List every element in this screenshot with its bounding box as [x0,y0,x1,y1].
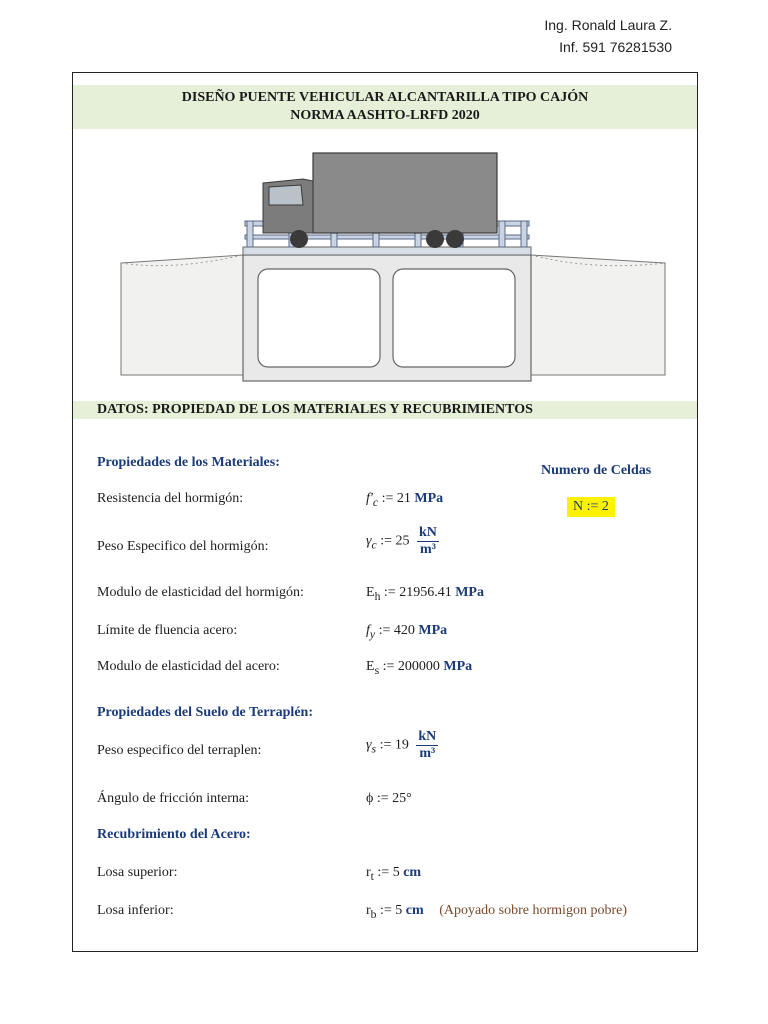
eh-formula: $E_h$ := 21956.41 MPa [366,585,484,603]
rb-formula: $r_b$ := 5 cm (Apoyado sobre hormigon pobre) [366,903,627,921]
gc-value: 25 [395,533,410,549]
gs-formula: $\gamma_s$ := 19 $\frac{kN}{\text{m³}}$ [366,729,437,761]
es-unit: MPa [443,659,473,674]
rb-sub: b [370,907,377,921]
rb-symbol: r [366,903,371,918]
gc-formula: $\gamma_c$ := 25 $\frac{kN}{\text{m³}}$ [366,525,437,557]
fc-unit: MPa [414,491,444,506]
es-symbol: E [366,659,375,674]
rb-value: 5 [395,903,403,918]
es-label: Modulo de elasticidad del acero: [97,659,280,674]
author-phone: Inf. 591 76281530 [559,39,672,55]
title-line-1: DISEÑO PUENTE VEHICULAR ALCANTARILLA TIPO CAJÓN [181,90,589,105]
phi-label: Ángulo de fricción interna: [97,791,250,806]
rt-formula: $r_t$ := 5 cm [366,865,422,883]
es-sub: s [374,663,380,677]
gs-symbol: γ [366,737,372,753]
cells-value: N := 2 [567,497,615,517]
section-title: DATOS: PROPIEDAD DE LOS MATERIALES Y RECUBRIMIENTOS [73,401,697,419]
gs-unit [416,729,438,762]
title-line-2: NORMA AASHTO-LRFD 2020 [290,108,480,123]
materials-heading: Propiedades de los Materiales: [97,455,280,470]
eh-symbol: E [366,585,375,600]
document-frame [72,72,698,952]
gc-label: Peso Especifico del hormigón: [97,539,269,554]
rb-unit: cm [405,903,424,918]
eh-unit: MPa [455,585,484,600]
fc-formula: $f'_c$ := 21 MPa [366,491,444,509]
rt-symbol: r [366,865,371,880]
rt-value: 5 [392,865,400,880]
gc-symbol: γ [366,533,372,549]
fc-sub: c [372,495,379,509]
eh-value: 21956.41 [399,585,452,600]
rt-unit: cm [403,865,422,880]
title-band [73,85,697,129]
gc-sub: c [371,538,377,552]
es-formula: $E_s$ := 200000 MPa [366,659,473,677]
eh-sub: h [374,589,381,603]
phi-formula: ϕ := 25° [366,791,412,806]
soil-heading: Propiedades del Suelo de Terraplén: [97,705,313,720]
rb-label: Losa inferior: [97,903,174,918]
author-block [544,14,672,58]
gs-unit-num: kN [418,729,437,744]
author-name: Ing. Ronald Laura Z. [544,17,672,33]
gs-unit-den: m³ [419,746,436,761]
fy-symbol: f [366,623,370,638]
fc-symbol: f' [366,491,373,506]
fc-value: 21 [396,491,411,506]
gs-sub: s [371,742,377,756]
fc-label: Resistencia del hormigón: [97,491,244,506]
cover-heading: Recubrimiento del Acero: [97,827,251,842]
fy-unit: MPa [418,623,448,638]
rb-note: (Apoyado sobre hormigon pobre) [439,903,627,918]
rt-sub: t [370,869,374,883]
gc-unit-num: kN [419,525,437,540]
rt-label: Losa superior: [97,865,178,880]
fy-value: 420 [393,623,415,638]
gc-unit-den: m³ [420,542,436,557]
es-value: 200000 [397,659,440,674]
eh-label: Modulo de elasticidad del hormigón: [97,585,304,600]
cells-heading: Numero de Celdas [541,463,652,478]
fy-formula: $f_y$ := 420 MPa [366,623,448,641]
gs-value: 19 [394,737,409,753]
gc-unit [417,525,439,558]
gs-label: Peso especifico del terraplen: [97,743,262,758]
fy-label: Límite de fluencia acero: [97,623,238,638]
fy-sub: y [369,627,376,641]
culvert-bridge-drawing [113,143,673,388]
